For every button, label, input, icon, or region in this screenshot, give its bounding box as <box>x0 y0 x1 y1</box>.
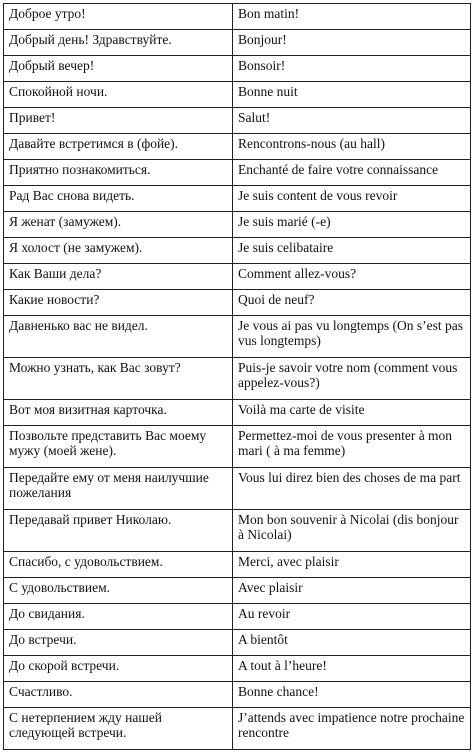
table-row <box>4 108 471 134</box>
russian-cell: Позвольте представить Вас моему мужу (моей жене). <box>4 426 233 468</box>
french-cell: Comment allez-vous? <box>233 264 471 290</box>
table-row <box>4 468 471 510</box>
table-row <box>4 604 471 630</box>
french-cell: Puis-je savoir votre nom (comment vous appelez-vous?) <box>233 358 471 400</box>
russian-cell: Давненько вас не видел. <box>4 316 233 358</box>
french-cell: Enchanté de faire votre connaissance <box>233 160 471 186</box>
french-cell: Salut! <box>233 108 471 134</box>
russian-cell: Спокойной ночи. <box>4 82 233 108</box>
table-row <box>4 510 471 552</box>
french-cell: Bonsoir! <box>233 56 471 82</box>
table-row <box>4 160 471 186</box>
french-cell: Avec plaisir <box>233 578 471 604</box>
french-cell: Au revoir <box>233 604 471 630</box>
russian-cell: Какие новости? <box>4 290 233 316</box>
table-row <box>4 4 471 30</box>
russian-cell: Привет! <box>4 108 233 134</box>
table-row <box>4 630 471 656</box>
french-cell: Merci, avec plaisir <box>233 552 471 578</box>
table-row <box>4 134 471 160</box>
french-cell: J’attends avec impatience notre prochaine rencontre <box>233 708 471 750</box>
table-row <box>4 552 471 578</box>
french-cell: Bon matin! <box>233 4 471 30</box>
french-cell: Vous lui direz bien des choses de ma part <box>233 468 471 510</box>
russian-cell: До скорой встречи. <box>4 656 233 682</box>
french-cell: Je suis content de vous revoir <box>233 186 471 212</box>
french-cell: Bonne chance! <box>233 682 471 708</box>
russian-cell: Счастливо. <box>4 682 233 708</box>
phrase-table <box>3 3 471 750</box>
table-row <box>4 238 471 264</box>
french-cell: A bientôt <box>233 630 471 656</box>
french-cell: Mon bon souvenir à Nicolai (dis bonjour à Nicolai) <box>233 510 471 552</box>
french-cell: Bonne nuit <box>233 82 471 108</box>
russian-cell: Добрый вечер! <box>4 56 233 82</box>
russian-cell: Передайте ему от меня наилучшие пожелания <box>4 468 233 510</box>
russian-cell: Доброе утро! <box>4 4 233 30</box>
table-row <box>4 316 471 358</box>
table-row <box>4 290 471 316</box>
russian-cell: Рад Вас снова видеть. <box>4 186 233 212</box>
table-row <box>4 656 471 682</box>
french-cell: Je suis celibataire <box>233 238 471 264</box>
french-cell: Permettez-moi de vous presenter à mon mari ( à ma femme) <box>233 426 471 468</box>
french-cell: Je suis marié (-e) <box>233 212 471 238</box>
russian-cell: С нетерпением жду нашей следующей встречи. <box>4 708 233 750</box>
russian-cell: До встречи. <box>4 630 233 656</box>
french-cell: Quoi de neuf? <box>233 290 471 316</box>
phrase-table-body <box>4 4 471 750</box>
russian-cell: Спасибо, с удовольствием. <box>4 552 233 578</box>
french-cell: Rencontrons-nous (au hall) <box>233 134 471 160</box>
russian-cell: До свидания. <box>4 604 233 630</box>
russian-cell: Давайте встретимся в (фойе). <box>4 134 233 160</box>
russian-cell: Я женат (замужем). <box>4 212 233 238</box>
table-row <box>4 82 471 108</box>
table-row <box>4 30 471 56</box>
table-row <box>4 682 471 708</box>
russian-cell: С удовольствием. <box>4 578 233 604</box>
russian-cell: Добрый день! Здравствуйте. <box>4 30 233 56</box>
russian-cell: Вот моя визитная карточка. <box>4 400 233 426</box>
table-row <box>4 358 471 400</box>
table-row <box>4 400 471 426</box>
russian-cell: Я холост (не замужем). <box>4 238 233 264</box>
russian-cell: Передавай привет Николаю. <box>4 510 233 552</box>
table-row <box>4 708 471 750</box>
french-cell: A tout à l’heure! <box>233 656 471 682</box>
table-row <box>4 264 471 290</box>
table-row <box>4 186 471 212</box>
french-cell: Voilà ma carte de visite <box>233 400 471 426</box>
russian-cell: Можно узнать, как Вас зовут? <box>4 358 233 400</box>
french-cell: Bonjour! <box>233 30 471 56</box>
russian-cell: Как Ваши дела? <box>4 264 233 290</box>
russian-cell: Приятно познакомиться. <box>4 160 233 186</box>
table-row <box>4 212 471 238</box>
table-row <box>4 426 471 468</box>
table-row <box>4 578 471 604</box>
table-row <box>4 56 471 82</box>
french-cell: Je vous ai pas vu longtemps (On s’est pas vus longtemps) <box>233 316 471 358</box>
